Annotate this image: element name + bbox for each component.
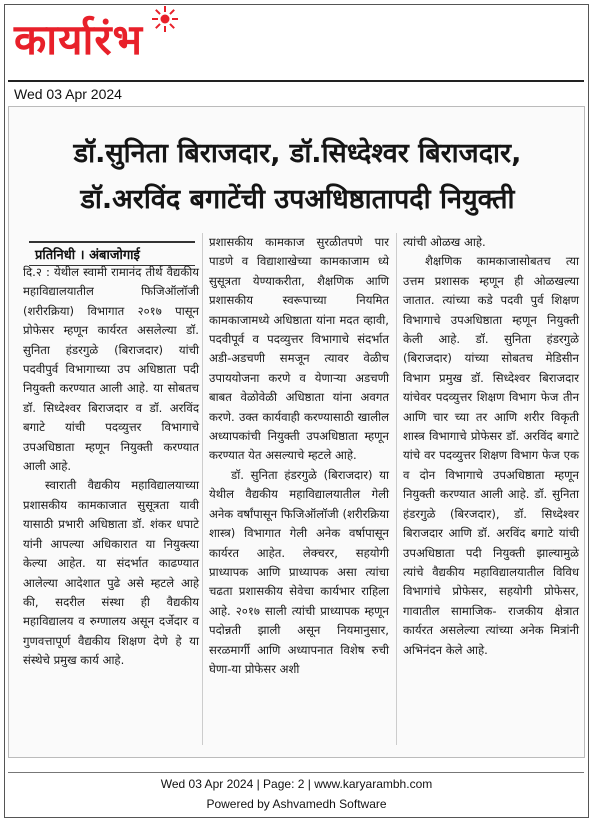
paragraph: स्वाराती वैद्यकीय महाविद्यालयाच्या प्रशासकीय कामकाजात सुसूत्रता यावी यासाठी प्रभारी अधिष्ठाता डॉ. शंकर धपाटे यांनी आपल्या अधिकारात या नियुक्त्या केल्या आहेत. या संदर्भात काढण्यात आलेल्या आदेशात पुढे असे म्हटले आहे की, सदरील संस्था ही वैद्यकीय महाविद्यालय व रुग्णालय असून दर्जेदार व गुणवत्तापूर्ण वैद्यकीय शिक्षण देणे हे या संस्थेचे प्रमुख कार्य आहे. xyxy=(23,478,199,668)
paragraph: दि.२ : येथील स्वामी रामानंद तीर्थ वैद्यकीय महाविद्यालयातील फिजिऑलॉजी (शरीरक्रिया) विभागात २०१७ पासून प्रोफेसर म्हणून कार्यरत असलेल्या डॉ. सुनिता हंडरगुळे (बिराजदार) यांची पदवीपुर्व विभागाच्या उप अधिष्ठाता पदी नियुक्ती करण्यात आली आहे. या सोबतच डॉ. सिध्देश्वर बिराजदार व डॉ. अरविंद बगाटे यांची पदव्युत्तर विभागाचे उपअधिष्ठाता म्हणून नियुक्ती करण्यात आली आहे. xyxy=(23,265,199,474)
article-column-3 xyxy=(403,233,579,660)
article-column-2 xyxy=(209,233,389,679)
footer-page-info[interactable]: Wed 03 Apr 2024 | Page: 2 | www.karyarambh.com xyxy=(160,777,433,791)
edition-date: Wed 03 Apr 2024 xyxy=(14,86,122,102)
sun-burst-icon xyxy=(152,6,178,32)
headline-line-1: डॉ.सुनिता बिराजदार, डॉ.सिध्देश्वर बिराजदार, xyxy=(73,138,522,169)
footer-divider xyxy=(8,772,584,773)
paragraph: शैक्षणिक कामकाजासोबतच त्या उत्तम प्रशासक म्हणून ही ओळखल्या जातात. त्यांच्या कडे पदवी पुर्व शिक्षण विभागाचे उपअधिष्ठाता म्हणून नियुक्ती केली आहे. डॉ. सुनिता हंडरगुळे (बिराजदार) यांच्या सोबतच मेडिसीन विभाग प्रमुख डॉ. सिध्देश्वर बिराजदार यांचेवर पदव्युत्तर शिक्षण विभाग फेज तीन आणि चार च्या तर आणि शरीर विकृती शास्त्र विभागाचे प्रोफेसर डॉ. अरविंद बगाटे यांचे वर पदव्युत्तर शिक्षण विभाग फेज एक व दोन विभागाचे उपअधिष्ठाता म्हणून नियुक्ती करण्यात आली आहे. डॉ. सुनिता हंडरगुळे (बिरजदार), डॉ. सिध्देश्वर बिराजदार आणि डॉ. अरविंद बगाटे यांची उपअधिष्ठाता पदी नियुक्ती झाल्यामुळे त्यांचे वैद्यकीय महाविद्यालयातील विविध विभागांचे प्रोफेसर, सहयोगी प्रोफेसर, गावातील सामाजिक- राजकीय क्षेत्रात कार्यरत असलेल्या त्यांच्या अनेक मित्रांनी अभिनंदन केले आहे. xyxy=(403,254,579,657)
article-column-1 xyxy=(23,263,199,671)
headline-line-2: डॉ.अरविंद बगाटेंची उपअधिष्ठातापदी नियुक्ती xyxy=(80,184,515,215)
column-divider xyxy=(396,233,397,745)
masthead-divider xyxy=(8,80,584,82)
masthead-logo[interactable]: कार्यारंभ xyxy=(14,15,144,64)
column-divider xyxy=(202,233,203,745)
paragraph: डॉ. सुनिता हंडरगुळे (बिराजदार) या येथील वैद्यकीय महाविद्यालयातील गेली अनेक वर्षांपासून फिजिऑलॉजी (शरीरक्रिया शास्त्र) विभागात गेली अनेक वर्षापासून कार्यरत आहेत. लेक्चरर, सहयोगी प्राध्यापक आणि प्राध्यापक असा त्यांचा चढता प्रशासकीय सेवेचा कार्यभार राहिला आहे. २०१७ साली त्यांची प्राध्यापक म्हणून पदोन्नती झाली असून नियमानुसार, सरळमार्गी आणि अध्यापनात विशेष रुची घेणा-या प्रोफेसर अशी xyxy=(209,467,389,676)
footer-credit[interactable]: Powered by Ashvamedh Software xyxy=(206,797,387,811)
paragraph: प्रशासकीय कामकाज सुरळीतपणे पार पाडणे व विद्याशाखेच्या कामकाजाम ध्ये सुसूत्रता येण्याकरीता, शैक्षणिक आणि प्रशासकीय स्वरूपाच्या नियमित कामकाजामध्ये अधिष्ठाता यांना मदत व्हावी, पदवीपूर्व व पदव्युत्तर विभागाचे संदर्भात अडी-अडचणी समजून त्यावर वेळीच उपाययोजना करणे व येणाऱ्या अडचणी बाबत वेळोवेळी अधिष्ठाता यांना अवगत करणे. उक्त कार्यवाही करण्यासाठी खालील अध्यापकांची नियुक्ती उपअधिष्ठाता म्हणून करण्यात येत असल्याचे म्हटले आहे. xyxy=(209,235,389,463)
news-clipping[interactable] xyxy=(8,106,585,758)
byline: प्रतिनिधी । अंबाजोगाई xyxy=(29,241,195,266)
paragraph: त्यांची ओळख आहे. xyxy=(403,235,486,249)
